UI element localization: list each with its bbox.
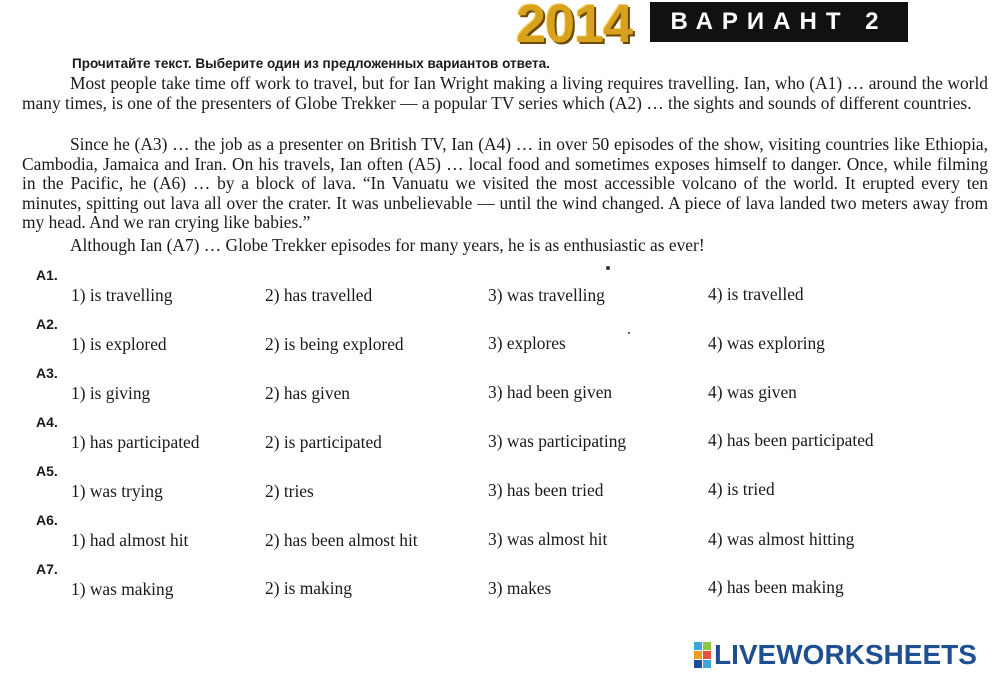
answer-option[interactable]: 1) was making [71, 579, 174, 599]
question-label: A1. [36, 267, 58, 283]
answer-option[interactable]: 3) explores [488, 333, 566, 353]
year-title: 2014 [516, 0, 633, 54]
scan-speck [628, 332, 630, 334]
logo-grid-icon [694, 642, 711, 668]
question-label: A2. [36, 316, 58, 332]
answer-option[interactable]: 3) makes [488, 578, 552, 598]
task-instruction: Прочитайте текст. Выберите один из предложенных вариантов ответа. [72, 56, 550, 71]
paragraph-2 [22, 135, 988, 233]
answer-option[interactable]: 4) has been participated [708, 430, 874, 450]
answer-option[interactable]: 1) had almost hit [71, 530, 189, 550]
answer-option[interactable]: 1) is giving [71, 383, 151, 403]
answer-option[interactable]: 1) is travelling [71, 285, 173, 305]
variant-badge: ВАРИАНТ 2 [650, 2, 908, 42]
answer-option[interactable]: 1) has participated [71, 432, 200, 452]
answer-option[interactable]: 4) was almost hitting [708, 529, 855, 549]
answer-option[interactable]: 4) is tried [708, 479, 775, 499]
answer-option[interactable]: 2) tries [265, 481, 314, 501]
answer-option[interactable]: 2) is participated [265, 432, 382, 452]
answer-option[interactable]: 2) is making [265, 578, 352, 598]
question-label: A6. [36, 512, 58, 528]
liveworksheets-logo[interactable] [694, 640, 977, 670]
answer-option[interactable]: 4) is travelled [708, 284, 804, 304]
answer-option[interactable]: 3) had been given [488, 382, 613, 402]
answer-option[interactable]: 2) is being explored [265, 334, 404, 354]
answer-option[interactable]: 2) has given [265, 383, 351, 403]
answer-option[interactable]: 3) was travelling [488, 285, 605, 305]
answer-option[interactable]: 4) was given [708, 382, 797, 402]
scan-speck [606, 266, 610, 270]
question-label: A7. [36, 561, 58, 577]
paragraph-3-text: Although Ian (A7) … Globe Trekker episodes for many years, he is as enthusiastic as ever! [70, 235, 705, 255]
answer-option[interactable]: 1) was trying [71, 481, 163, 501]
answer-option[interactable]: 2) has travelled [265, 285, 373, 305]
answer-option[interactable]: 2) has been almost hit [265, 530, 418, 550]
answer-option[interactable]: 3) has been tried [488, 480, 604, 500]
answer-option[interactable]: 3) was participating [488, 431, 627, 451]
answer-option[interactable]: 1) is explored [71, 334, 167, 354]
question-label: A3. [36, 365, 58, 381]
answer-option[interactable]: 4) has been making [708, 577, 844, 597]
paragraph-1-text: Most people take time off work to travel, but for Ian Wright making a living requires travelling. Ian, who (A1) … around the world many times, is one of the presenters of Globe Trekker — a popular TV series which (A2) … the sights and sounds of different countries. [22, 73, 988, 113]
question-label: A4. [36, 414, 58, 430]
answer-option[interactable]: 3) was almost hit [488, 529, 608, 549]
paragraph-3 [22, 236, 988, 256]
paragraph-2-text: Since he (A3) … the job as a presenter on British TV, Ian (A4) … in over 50 episodes of the show, visiting countries like Ethiopia, Cambodia, Jamaica and Iran. On his travels, Ian often (A5) … local food and sometimes exposes himself to danger. Once, while filming in the Pacific, he (A6) … by a block of lava. “In Vanuatu we visited the most accessible volcano of the world. It erupted every ten minutes, spitting out lava all over the crater. It was unbelievable — until the wind changed. A piece of lava landed two meters away from my head. And we ran crying like babies.” [22, 134, 988, 233]
question-label: A5. [36, 463, 58, 479]
paragraph-1 [22, 74, 988, 113]
answer-option[interactable]: 4) was exploring [708, 333, 825, 353]
logo-text: LIVEWORKSHEETS [714, 639, 977, 670]
